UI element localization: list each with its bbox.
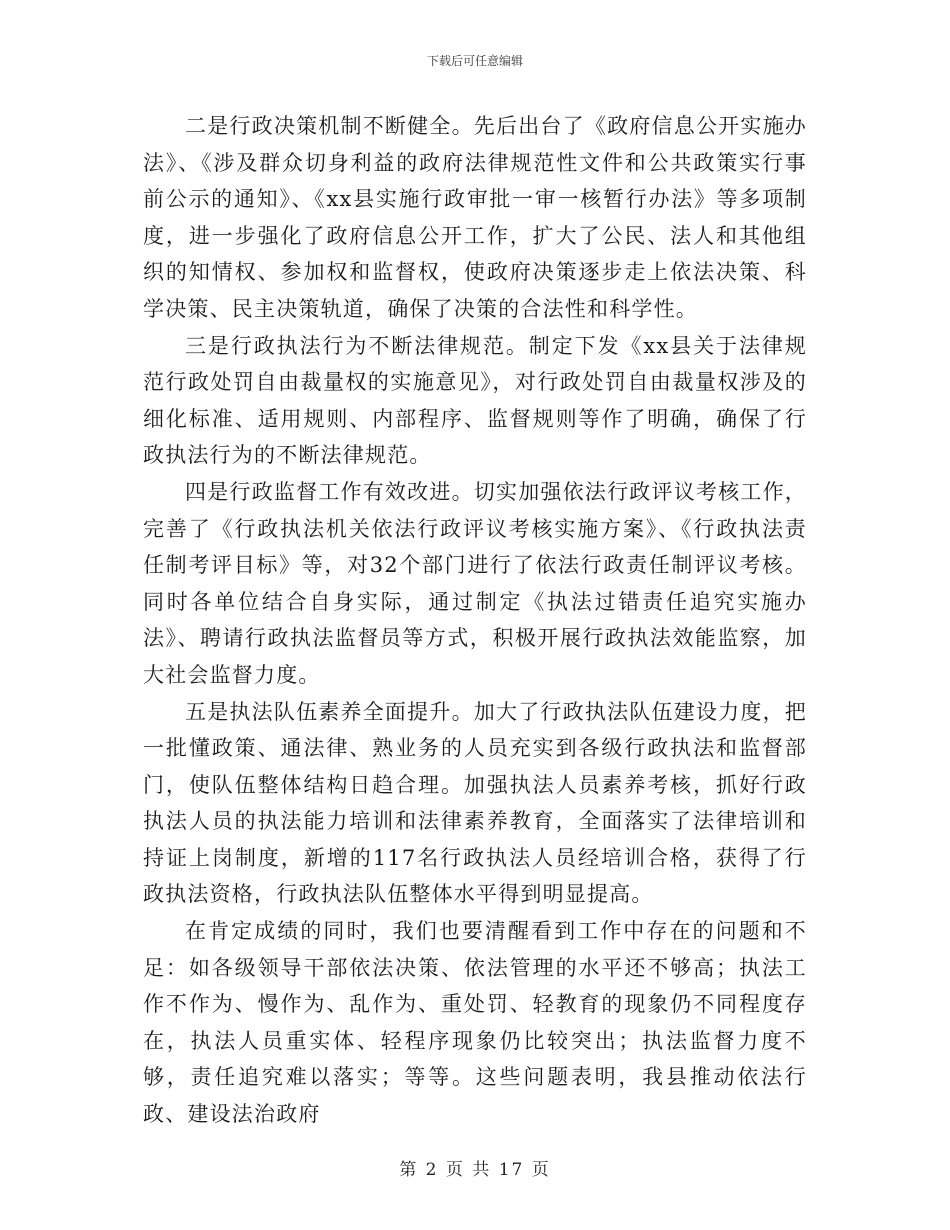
paragraph-problems: 在肯定成绩的同时，我们也要清醒看到工作中存在的问题和不足：如各级领导干部依法决策、依法管理的水平还不够高；执法工作不作为、慢作为、乱作为、重处罚、轻教育的现象仍不同程度存在，执法人员重实体、轻程序现象仍比较突出；执法监督力度不够，责任追究难以落实；等等。这些问题表明，我县推动依法行政、建设法治政府	[143, 919, 807, 1127]
paragraph-2-decision-mechanism: 二是行政决策机制不断健全。先后出台了《政府信息公开实施办法》、《涉及群众切身利益的政府法律规范性文件和公共政策实行事前公示的通知》、《xx县实施行政审批一审一核暂行办法》等多项制度，进一步强化了政府信息公开工作，扩大了公民、法人和其他组织的知情权、参加权和监督权，使政府决策逐步走上依法决策、科学决策、民主决策轨道，确保了决策的合法性和科学性。	[143, 114, 807, 321]
page-number-footer: 第 2 页 共 17 页	[399, 1160, 551, 1180]
paragraph-5-team-quality: 五是执法队伍素养全面提升。加大了行政执法队伍建设力度，把一批懂政策、通法律、熟业务的人员充实到各级行政执法和监督部门，使队伍整体结构日趋合理。加强执法人员素养考核，抓好行政执法人员的执法能力培训和法律素养教育，全面落实了法律培训和持证上岗制度，新增的117名行政执法人员经培训合格，获得了行政执法资格，行政执法队伍整体水平得到明显提高。	[143, 699, 807, 907]
paragraph-4-supervision: 四是行政监督工作有效改进。切实加强依法行政评议考核工作，完善了《行政执法机关依法行政评议考核实施方案》、《行政执法责任制考评目标》等，对32个部门进行了依法行政责任制评议考核。同时各单位结合自身实际，通过制定《执法过错责任追究实施办法》、聘请行政执法监督员等方式，积极开展行政执法效能监察，加大社会监督力度。	[143, 479, 807, 687]
paragraph-3-law-enforcement: 三是行政执法行为不断法律规范。制定下发《xx县关于法律规范行政处罚自由裁量权的实施意见》，对行政处罚自由裁量权涉及的细化标准、适用规则、内部程序、监督规则等作了明确，确保了行政执法行为的不断法律规范。	[143, 333, 807, 468]
page-header: 下载后可任意编辑	[426, 54, 523, 68]
document-body	[143, 108, 807, 1133]
